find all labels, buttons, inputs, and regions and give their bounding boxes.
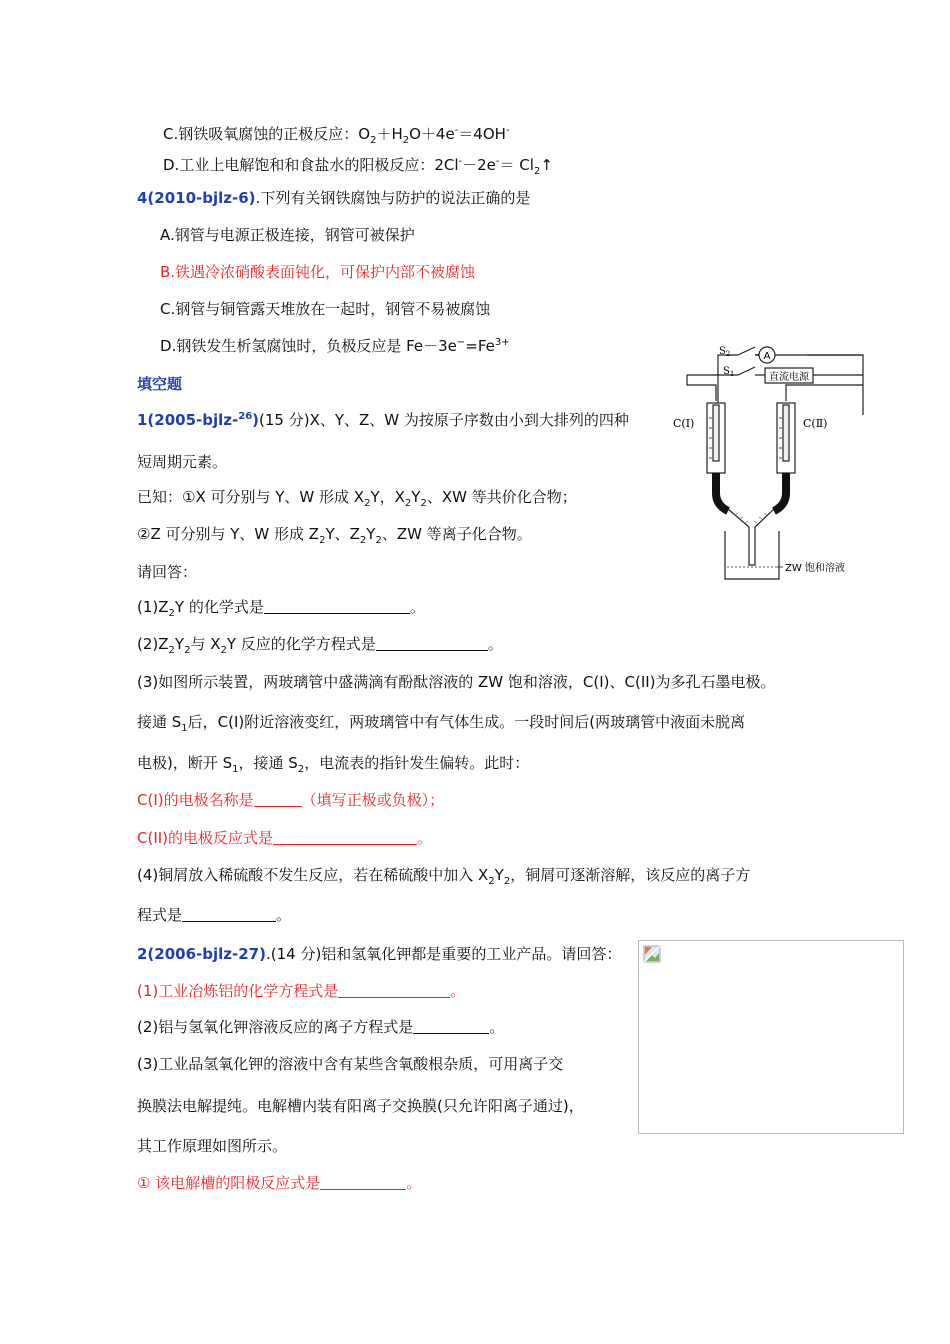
sub-2: 2 (533, 166, 541, 177)
label-c1: C(Ⅰ) (673, 417, 695, 430)
label-c2: C(Ⅱ) (803, 417, 828, 430)
answer-blank[interactable] (273, 830, 417, 845)
switch-s1-label: $S_1$ (723, 366, 735, 378)
q4-option-a: A.钢管与电源正极连接，钢管可被保护 (160, 226, 415, 244)
rubber-tube-left (716, 473, 728, 511)
answer-blank[interactable] (376, 636, 488, 651)
please-answer: 请回答： (137, 563, 198, 581)
part-1: $(1)Z_2Y$ 的化学式是 。 (137, 598, 425, 619)
fill-q1-tag: 1(2005-bjlz-$^{26}$) (137, 411, 260, 429)
broken-image-placeholder (638, 940, 904, 1134)
sup-minus: - (454, 125, 459, 136)
sub-2: 2 (184, 645, 191, 656)
part-3-cont: 接通 $S_1$后，C(I)附近溶液变红，两玻璃管中有气体生成。一段时间后(两玻璃管中液面未脱离 (137, 713, 746, 734)
y-connector (728, 509, 774, 565)
question-4-stem: 4(2010-bjlz-6).下列有关钢铁腐蚀与防护的说法正确的是 (137, 189, 531, 207)
part-3-q1: C(I)的电极名称是 （填写正极或负极）； (137, 791, 445, 809)
sub-2: 2 (364, 498, 371, 509)
sub-2: 2 (220, 645, 227, 656)
sub-2: 2 (375, 535, 382, 546)
sup-minus: - (505, 125, 510, 136)
sub-1: 1 (181, 723, 188, 734)
switch-s1 (738, 367, 755, 375)
electrode-c1 (713, 405, 719, 461)
sup-minus: - (458, 156, 463, 167)
fill-q1-stem-cont: 短周期元素。 (137, 453, 228, 471)
option-d-line: D.工业上电解饱和和食盐水的阳极反应：$2Cl^--2e^-= Cl_2↑$ (163, 156, 553, 177)
answer-blank[interactable] (254, 792, 302, 807)
q2-part-2: (2)铝与氢氧化钾溶液反应的离子方程式是 。 (137, 1018, 505, 1036)
part-3-cont2: 电极)，断开 $S_1$，接通 $S_2$，电流表的指针发生偏转。此时： (137, 754, 530, 775)
q2-part-1: (1)工业冶炼铝的化学方程式是 。 (137, 982, 466, 1000)
sup-minus: - (495, 156, 500, 167)
sub-1: 1 (232, 764, 239, 775)
q2-part-3-cont2: 其工作原理如图所示。 (137, 1137, 288, 1155)
known-condition-1: 已知：①X 可分别与 Y、W 形成 $X_2Y$，$X_2Y_2$、XW 等共价化合物； (137, 488, 577, 509)
answer-blank[interactable] (413, 1019, 489, 1034)
sup-3plus: 3+ (494, 337, 510, 348)
q4-option-b: B.铁遇冷浓硝酸表面钝化，可保护内部不被腐蚀 (160, 263, 476, 281)
sub-2: 2 (488, 876, 495, 887)
answer-blank[interactable] (338, 983, 450, 998)
q4-option-d: D.钢铁发生析氢腐蚀时，负极反应是 $Fe-3e^-=Fe^{3+}$ (160, 337, 510, 355)
option-c-line: C.钢铁吸氧腐蚀的正极反应：$O_2+H_2O+4e^-=4OH^-$ (163, 125, 510, 146)
electrode-c2 (783, 405, 789, 461)
switch-s2-label: $S_2$ (719, 346, 731, 358)
label-solution: ZW 饱和溶液 (785, 563, 845, 574)
question-4-tag: 4(2010-bjlz-6) (137, 189, 256, 207)
q2-part-3: (3)工业品氢氧化钾的溶液中含有某些含氧酸根杂质，可用离子交 (137, 1055, 564, 1073)
part-4: (4)铜屑放入稀硫酸不发生反应，若在稀硫酸中加入 $X_2Y_2$，铜屑可逐渐溶解，该反应的离子方 (137, 866, 751, 887)
part-3: (3)如图所示装置，两玻璃管中盛满滴有酚酞溶液的 ZW 饱和溶液，C(I)、C(II)为多孔石墨电极。 (137, 673, 776, 691)
ammeter-label: A (763, 351, 771, 362)
switch-s2 (738, 347, 755, 355)
fill-question-2-stem: 2(2006-bjlz-27).(14 分)铝和氢氧化钾都是重要的工业产品。请回答： (137, 945, 622, 963)
sub-2: 2 (503, 876, 511, 887)
sub-2: 2 (420, 498, 427, 509)
q2-part-3-sub1: ① 该电解槽的阳极反应式是 。 (137, 1174, 422, 1192)
answer-blank[interactable] (264, 599, 410, 614)
electrolysis-apparatus-figure (673, 343, 873, 585)
q4-option-c: C.钢管与铜管露天堆放在一起时，钢管不易被腐蚀 (160, 300, 491, 318)
part-3-q2: C(II)的电极反应式是 。 (137, 829, 433, 847)
sub-2: 2 (404, 498, 412, 509)
known-condition-2: ②Z 可分别与 Y、W 形成 $Z_2Y$、$Z_2Y_2$、ZW 等离子化合物。 (137, 525, 532, 546)
sub-2: 2 (402, 135, 410, 146)
rubber-tube-right (774, 473, 786, 511)
sup-minus: − (456, 337, 466, 348)
fill-question-1-stem: 1(2005-bjlz-$^{26}$)(15 分)X、Y、Z、W 为按原子序数由小到大排列的四种 (137, 411, 629, 429)
sub-2: 2 (168, 645, 175, 656)
power-supply-label: 直流电源 (769, 372, 809, 383)
sub-2: 2 (319, 535, 326, 546)
sub-2: 2 (168, 608, 175, 619)
answer-blank[interactable] (182, 907, 276, 922)
sub-2: 2 (359, 535, 367, 546)
q2-part-3-cont: 换膜法电解提纯。电解槽内装有阳离子交换膜(只允许阳离子通过)， (137, 1097, 584, 1115)
part-2: $(2)Z_2Y_2$与 $X_2Y$ 反应的化学方程式是 。 (137, 635, 503, 656)
sub-2: 2 (297, 764, 305, 775)
answer-blank[interactable] (320, 1175, 406, 1190)
fill-q2-tag: 2(2006-bjlz-27) (137, 945, 266, 963)
sub-2: 2 (370, 135, 377, 146)
section-title: 填空题 (137, 375, 183, 393)
broken-image-icon (643, 945, 661, 963)
part-4-cont: 程式是 。 (137, 906, 292, 924)
